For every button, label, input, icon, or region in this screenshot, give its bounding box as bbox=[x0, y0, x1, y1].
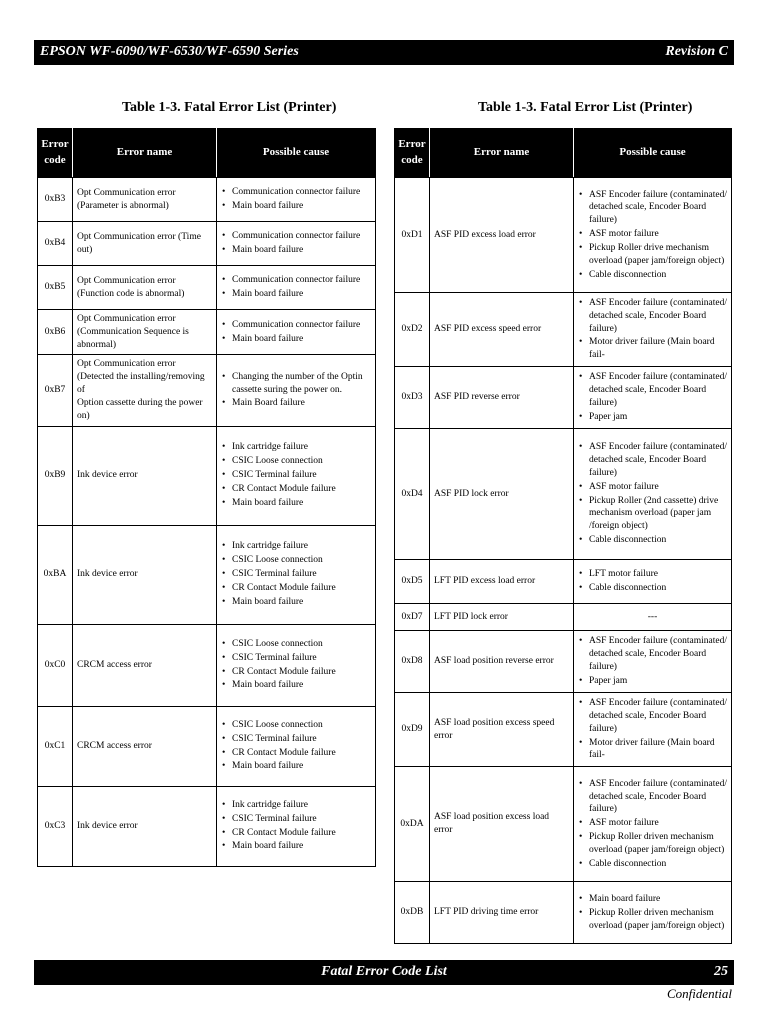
possible-cause-cell bbox=[217, 355, 376, 426]
table-row bbox=[395, 293, 732, 367]
error-name-cell bbox=[73, 706, 217, 786]
possible-cause-cell bbox=[574, 293, 732, 367]
fatal-error-table-left bbox=[37, 128, 376, 867]
error-name-cell bbox=[430, 631, 574, 693]
error-name-line: (Function code is abnormal) bbox=[77, 288, 185, 299]
error-name-cell bbox=[430, 429, 574, 560]
table-row bbox=[38, 525, 376, 624]
cause-item: • Cable disconnection bbox=[578, 534, 727, 547]
error-name-line: ASF PID reverse error bbox=[434, 392, 520, 403]
cause-item: • Paper jam bbox=[578, 411, 727, 424]
error-name-line: Opt Communication error bbox=[77, 275, 176, 286]
error-name-line: Ink device error bbox=[77, 569, 138, 580]
page-number: 25 bbox=[714, 964, 728, 979]
error-name-cell bbox=[430, 293, 574, 367]
fatal-error-table-right bbox=[394, 128, 732, 944]
cause-item: • CSIC Terminal failure bbox=[221, 568, 371, 581]
error-name-line: Opt Communication error bbox=[77, 187, 176, 198]
possible-cause-cell bbox=[574, 178, 732, 293]
table-row bbox=[38, 426, 376, 525]
table-row bbox=[395, 560, 732, 604]
cause-item: • ASF Encoder failure (contaminated/ detached scale, Encoder Board failure) bbox=[578, 635, 727, 673]
cause-item: • CR Contact Module failure bbox=[221, 827, 371, 840]
cause-item: • CSIC Terminal failure bbox=[221, 813, 371, 826]
header-possible-cause: Possible cause bbox=[574, 129, 732, 178]
error-code-cell: 0xD2 bbox=[395, 293, 430, 367]
cause-list bbox=[221, 230, 371, 257]
cause-item: • Communication connector failure bbox=[221, 186, 371, 199]
possible-cause-cell bbox=[217, 266, 376, 310]
table-caption-right: Table 1-3. Fatal Error List (Printer) bbox=[478, 100, 693, 115]
cause-item: • Ink cartridge failure bbox=[221, 441, 371, 454]
error-code-cell: 0xB6 bbox=[38, 310, 73, 355]
cause-item: • CSIC Loose connection bbox=[221, 638, 371, 651]
table-row bbox=[38, 310, 376, 355]
cause-list bbox=[221, 319, 371, 346]
cause-item: • ASF Encoder failure (contaminated/ detached scale, Encoder Board failure) bbox=[578, 189, 727, 227]
error-name-line: (Communication Sequence is abnormal) bbox=[77, 326, 189, 350]
cause-item: • Cable disconnection bbox=[578, 582, 727, 595]
cause-item: • Main board failure bbox=[578, 893, 727, 906]
cause-item: • ASF Encoder failure (contaminated/ detached scale, Encoder Board failure) bbox=[578, 778, 727, 816]
cause-item: • CR Contact Module failure bbox=[221, 747, 371, 760]
cause-item: • ASF Encoder failure (contaminated/ detached scale, Encoder Board failure) bbox=[578, 371, 727, 409]
cause-list bbox=[221, 638, 371, 692]
header-error-name: Error name bbox=[430, 129, 574, 178]
error-code-cell: 0xC3 bbox=[38, 786, 73, 866]
cause-item: • CSIC Terminal failure bbox=[221, 469, 371, 482]
error-code-cell: 0xB4 bbox=[38, 222, 73, 266]
cause-item: • Cable disconnection bbox=[578, 269, 727, 282]
table-row bbox=[38, 266, 376, 310]
error-name-line: LFT PID lock error bbox=[434, 611, 508, 622]
error-name-line: ASF PID excess speed error bbox=[434, 324, 542, 335]
error-name-line: Opt Communication error bbox=[77, 314, 176, 324]
cause-item: • ASF motor failure bbox=[578, 481, 727, 494]
possible-cause-cell bbox=[217, 624, 376, 706]
cause-item: • CR Contact Module failure bbox=[221, 483, 371, 496]
cause-list bbox=[578, 568, 727, 595]
cause-item: • ASF Encoder failure (contaminated/ detached scale, Encoder Board failure) bbox=[578, 297, 727, 335]
cause-item: • LFT motor failure bbox=[578, 568, 727, 581]
cause-item: • Communication connector failure bbox=[221, 274, 371, 287]
error-code-cell: 0xDB bbox=[395, 882, 430, 944]
error-name-cell bbox=[430, 367, 574, 429]
error-name-line: (Detected the installing/removing of bbox=[77, 372, 205, 396]
cause-list bbox=[221, 441, 371, 509]
table-row bbox=[38, 222, 376, 266]
cause-item: • Main board failure bbox=[221, 244, 371, 257]
error-name-cell bbox=[430, 767, 574, 882]
cause-list bbox=[578, 893, 727, 932]
footer-bar bbox=[34, 960, 734, 985]
possible-cause-cell bbox=[217, 310, 376, 355]
error-name-line: CRCM access error bbox=[77, 740, 152, 751]
table-row bbox=[395, 367, 732, 429]
error-name-cell bbox=[430, 693, 574, 767]
error-name-cell bbox=[430, 178, 574, 293]
cause-item: • CSIC Terminal failure bbox=[221, 652, 371, 665]
error-name-cell bbox=[430, 560, 574, 604]
cause-item: • CR Contact Module failure bbox=[221, 582, 371, 595]
cause-item: • CSIC Loose connection bbox=[221, 719, 371, 732]
possible-cause-cell bbox=[574, 367, 732, 429]
possible-cause-cell bbox=[574, 693, 732, 767]
error-code-cell: 0xC1 bbox=[38, 706, 73, 786]
header-error-code: Error code bbox=[38, 129, 73, 178]
error-name-line: CRCM access error bbox=[77, 659, 152, 670]
possible-cause-cell bbox=[574, 631, 732, 693]
table-row bbox=[395, 429, 732, 560]
cause-list bbox=[221, 371, 371, 410]
error-name-cell bbox=[73, 310, 217, 355]
error-name-cell bbox=[73, 266, 217, 310]
error-name-cell bbox=[73, 426, 217, 525]
table-row bbox=[38, 178, 376, 222]
error-name-line: Ink device error bbox=[77, 820, 138, 831]
cause-item: • CSIC Terminal failure bbox=[221, 733, 371, 746]
error-code-cell: 0xD8 bbox=[395, 631, 430, 693]
error-code-cell: 0xB5 bbox=[38, 266, 73, 310]
cause-list bbox=[578, 635, 727, 687]
header-possible-cause: Possible cause bbox=[217, 129, 376, 178]
table-caption-left: Table 1-3. Fatal Error List (Printer) bbox=[122, 100, 337, 115]
cause-list bbox=[578, 441, 727, 547]
error-name-line: LFT PID excess load error bbox=[434, 576, 536, 587]
cause-list bbox=[578, 697, 727, 762]
cause-item: • Main board failure bbox=[221, 679, 371, 692]
cause-item: • Changing the number of the Optin cassette suring the power on. bbox=[221, 371, 371, 397]
cause-list bbox=[578, 371, 727, 423]
cause-item: • Communication connector failure bbox=[221, 230, 371, 243]
cause-item: • Main board failure bbox=[221, 288, 371, 301]
cause-item: • Cable disconnection bbox=[578, 858, 727, 871]
possible-cause-cell bbox=[574, 429, 732, 560]
possible-cause-cell bbox=[574, 882, 732, 944]
cause-item: • CSIC Loose connection bbox=[221, 455, 371, 468]
header-bar bbox=[34, 40, 734, 65]
error-name-cell bbox=[73, 525, 217, 624]
error-name-line: ASF load position excess speed error bbox=[434, 717, 555, 741]
possible-cause-cell: --- bbox=[574, 604, 732, 631]
error-name-line: (Parameter is abnormal) bbox=[77, 200, 169, 211]
cause-list bbox=[578, 297, 727, 362]
error-code-cell: 0xD1 bbox=[395, 178, 430, 293]
error-name-cell bbox=[73, 355, 217, 426]
error-code-cell: 0xB9 bbox=[38, 426, 73, 525]
error-name-line: Opt Communication error bbox=[77, 359, 176, 370]
possible-cause-cell bbox=[217, 178, 376, 222]
possible-cause-cell bbox=[574, 560, 732, 604]
cause-item: • Main board failure bbox=[221, 333, 371, 346]
error-code-cell: 0xD4 bbox=[395, 429, 430, 560]
table-row bbox=[38, 706, 376, 786]
error-name-line: ASF load position reverse error bbox=[434, 656, 554, 667]
error-name-cell bbox=[73, 786, 217, 866]
cause-item: • Paper jam bbox=[578, 675, 727, 688]
table-row bbox=[395, 693, 732, 767]
possible-cause-cell bbox=[217, 222, 376, 266]
cause-item: • Pickup Roller driven mechanism overload (paper jam/foreign object) bbox=[578, 831, 727, 857]
possible-cause-cell bbox=[217, 525, 376, 624]
error-code-cell: 0xB7 bbox=[38, 355, 73, 426]
error-code-cell: 0xB3 bbox=[38, 178, 73, 222]
cause-item: • Pickup Roller drive mechanism overload (paper jam/foreign object) bbox=[578, 242, 727, 268]
manual-title: EPSON WF-6090/WF-6530/WF-6590 Series bbox=[40, 44, 299, 59]
error-code-cell: 0xD5 bbox=[395, 560, 430, 604]
cause-item: • Main board failure bbox=[221, 840, 371, 853]
error-name-line: ASF PID excess load error bbox=[434, 229, 536, 240]
cause-list bbox=[221, 799, 371, 853]
cause-item: • ASF Encoder failure (contaminated/ detached scale, Encoder Board failure) bbox=[578, 697, 727, 735]
table-row bbox=[395, 631, 732, 693]
possible-cause-cell bbox=[217, 426, 376, 525]
possible-cause-cell bbox=[217, 786, 376, 866]
cause-item: • Motor driver failure (Main board fail- bbox=[578, 336, 727, 362]
cause-item: • Pickup Roller (2nd cassette) drive mechanism overload (paper jam /foreign object) bbox=[578, 495, 727, 533]
table-row bbox=[38, 624, 376, 706]
cause-item: • CSIC Loose connection bbox=[221, 554, 371, 567]
error-code-cell: 0xDA bbox=[395, 767, 430, 882]
cause-item: • Main board failure bbox=[221, 497, 371, 510]
possible-cause-cell bbox=[217, 706, 376, 786]
cause-item: • ASF motor failure bbox=[578, 817, 727, 830]
table-row bbox=[395, 882, 732, 944]
error-code-cell: 0xBA bbox=[38, 525, 73, 624]
cause-item: • Main board failure bbox=[221, 760, 371, 773]
error-name-cell bbox=[73, 624, 217, 706]
cause-item: • CR Contact Module failure bbox=[221, 666, 371, 679]
error-name-line: LFT PID driving time error bbox=[434, 907, 539, 918]
cause-list bbox=[578, 778, 727, 871]
revision-label: Revision C bbox=[665, 44, 728, 59]
error-name-cell bbox=[73, 178, 217, 222]
header-error-code: Error code bbox=[395, 129, 430, 178]
cause-list bbox=[221, 186, 371, 213]
cause-list bbox=[221, 540, 371, 608]
cause-item: • ASF Encoder failure (contaminated/ detached scale, Encoder Board failure) bbox=[578, 441, 727, 479]
cause-item: • Main board failure bbox=[221, 596, 371, 609]
error-name-cell bbox=[430, 882, 574, 944]
error-name-line: Ink device error bbox=[77, 470, 138, 481]
table-row bbox=[38, 355, 376, 426]
table-row bbox=[395, 178, 732, 293]
cause-list bbox=[221, 274, 371, 301]
cause-item: • Ink cartridge failure bbox=[221, 799, 371, 812]
error-name-line: Opt Communication error (Time out) bbox=[77, 231, 201, 255]
cause-item: • Motor driver failure (Main board fail- bbox=[578, 737, 727, 763]
error-code-cell: 0xD3 bbox=[395, 367, 430, 429]
error-code-cell: 0xC0 bbox=[38, 624, 73, 706]
error-code-cell: 0xD9 bbox=[395, 693, 430, 767]
cause-item: • Main Board failure bbox=[221, 397, 371, 410]
cause-item: • Communication connector failure bbox=[221, 319, 371, 332]
header-error-name: Error name bbox=[73, 129, 217, 178]
cause-item: • ASF motor failure bbox=[578, 228, 727, 241]
error-name-line: ASF PID lock error bbox=[434, 488, 509, 499]
cause-item: • Main board failure bbox=[221, 200, 371, 213]
error-name-cell bbox=[430, 604, 574, 631]
error-name-line: Option cassette during the power on) bbox=[77, 397, 203, 421]
error-name-cell bbox=[73, 222, 217, 266]
error-code-cell: 0xD7 bbox=[395, 604, 430, 631]
table-row bbox=[395, 767, 732, 882]
error-name-line: ASF load position excess load error bbox=[434, 812, 550, 836]
confidential-mark: Confidential bbox=[667, 986, 732, 1001]
cause-item: • Pickup Roller driven mechanism overload (paper jam/foreign object) bbox=[578, 907, 727, 933]
cause-list bbox=[578, 189, 727, 282]
table-row bbox=[38, 786, 376, 866]
possible-cause-cell bbox=[574, 767, 732, 882]
cause-item: • Ink cartridge failure bbox=[221, 540, 371, 553]
table-row bbox=[395, 604, 732, 631]
section-title: Fatal Error Code List bbox=[321, 964, 447, 979]
cause-list bbox=[221, 719, 371, 773]
